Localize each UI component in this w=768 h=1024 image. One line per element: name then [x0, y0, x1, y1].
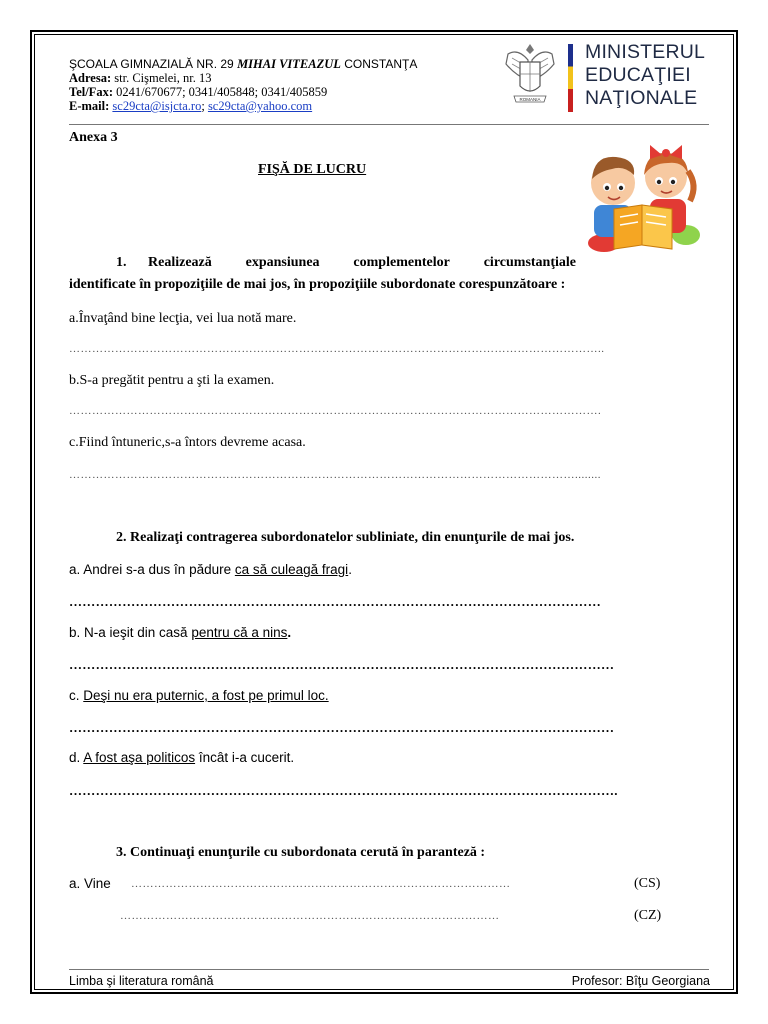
underlined-subordinate: Deşi nu era puternic, — [83, 688, 208, 703]
svg-text:ROMANIA: ROMANIA — [519, 97, 541, 102]
footer-subject: Limba şi literatura română — [69, 974, 214, 988]
ex3-answer-line-a[interactable]: ……………………………………………………………………………………… — [131, 878, 511, 890]
underlined-subordinate: pentru că a nins — [191, 625, 288, 640]
ex3-answer-line-b[interactable]: ……………………………………………………………………………………… — [120, 910, 500, 922]
ex1-answer-line-b[interactable]: …………………………………………………………………………………………………………………………. — [69, 405, 602, 417]
annex-label: Anexa 3 — [69, 130, 118, 145]
ex2-answer-line-c[interactable]: …………………………………………………………………………………………………………… — [69, 720, 615, 735]
ex2-answer-line-a[interactable]: ………………………………………………………………………………………………………… — [69, 594, 601, 609]
header-divider — [69, 124, 709, 125]
underlined-subordinate: ca să culeagă fragi — [234, 562, 349, 577]
romania-crest-icon — [500, 40, 560, 110]
address-line: Adresa: str. Cişmelei, nr. 13 — [69, 71, 212, 85]
tricolor-bar — [568, 44, 573, 112]
ex2-item-b: b. N-a ieşit din casă pentru că a nins. — [69, 625, 292, 640]
ex3-tag-cs: (CS) — [634, 876, 661, 891]
ex2-item-c: c. Deşi nu era puternic, a fost pe primul loc. — [69, 688, 329, 703]
ministry-line-1: MINISTERUL — [585, 41, 706, 63]
email-link-yahoo[interactable]: sc29cta@yahoo.com — [207, 99, 313, 113]
ex2-item-a: a. Andrei s-a dus în pădure ca să culeagă fragi. — [69, 562, 352, 577]
page-title: FIŞĂ DE LUCRU — [258, 162, 367, 177]
ex1-title-line2: identificate în propoziţiile de mai jos, în propoziţiile subordonate corespunzătoare : — [69, 277, 566, 292]
school-name-line: ŞCOALA GIMNAZIALĂ NR. 29 MIHAI VITEAZUL CONSTANŢA — [69, 57, 418, 71]
ex2-answer-line-b[interactable]: …………………………………………………………………………………………………………… — [69, 657, 615, 672]
email-line: E-mail: sc29cta@isjcta.ro; sc29cta@yahoo.com — [69, 99, 313, 113]
children-reading-illustration — [580, 135, 710, 260]
ex3-tag-cz: (CZ) — [634, 908, 662, 923]
ex2-item-d: d. A fost aşa politicos încât i-a cucerit. — [69, 750, 295, 765]
underlined-subordinate: A fost aşa politicos — [83, 750, 196, 765]
footer-teacher: Profesor: Bîţu Georgiana — [571, 974, 710, 988]
email-link-isjcta[interactable]: sc29cta@isjcta.ro — [112, 99, 202, 113]
ex1-number: 1. — [116, 255, 127, 270]
ex1-title-line1: Realizează expansiunea complementelor circumstanţiale — [148, 255, 576, 270]
ex1-answer-line-c[interactable]: ……………………………………………………………………………………………………………………........ — [69, 469, 601, 481]
tel-line: Tel/Fax: 0241/670677; 0341/405848; 0341/405859 — [69, 85, 328, 99]
ex1-item-c: c.Fiind întuneric,s-a întors devreme acasa. — [69, 435, 306, 450]
ex1-item-b: b.S-a pregătit pentru a şti la examen. — [69, 373, 275, 388]
ex1-item-a: a.Învaţând bine lecţia, vei lua notă mare. — [69, 311, 297, 326]
ministry-line-2: EDUCAŢIEI — [585, 64, 691, 86]
ministry-line-3: NAŢIONALE — [585, 87, 698, 109]
ex2-answer-line-d[interactable]: ……………………………………………………………………………………………………………. — [69, 783, 618, 798]
footer-divider — [69, 969, 709, 970]
ex2-title: 2. Realizaţi contragerea subordonatelor subliniate, din enunţurile de mai jos. — [116, 530, 575, 545]
ex3-line-a-prefix: a. Vine — [69, 876, 111, 891]
ex1-answer-line-a[interactable]: ………………………………………………………………………………………………………………………….. — [69, 343, 605, 355]
ex3-title: 3. Continuaţi enunţurile cu subordonata cerută în paranteză : — [116, 845, 486, 860]
